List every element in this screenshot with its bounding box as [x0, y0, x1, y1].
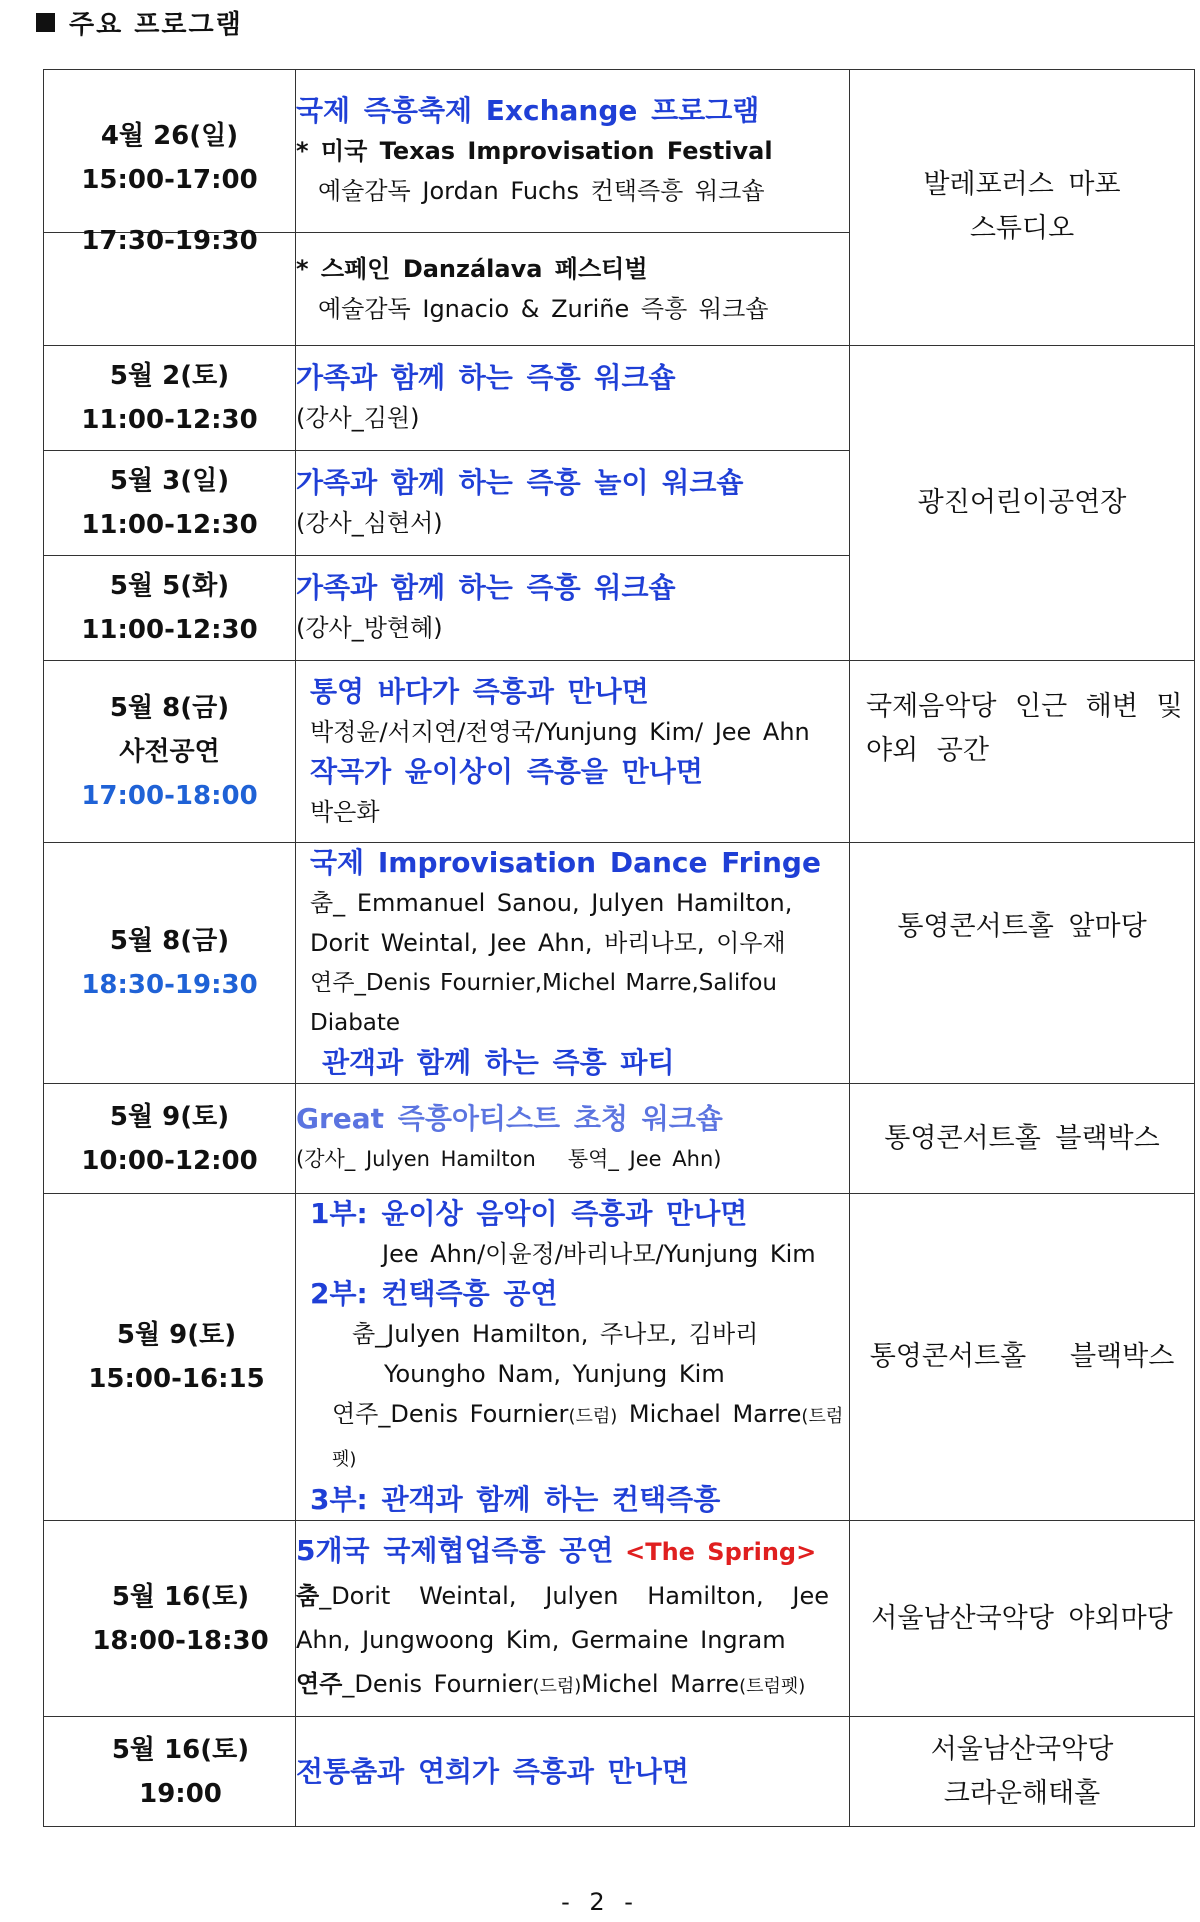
time-text: 11:00-12:30 — [81, 615, 258, 645]
time-text: 18:00-18:30 — [92, 1625, 269, 1656]
time-text: 15:00-16:15 — [88, 1364, 265, 1394]
date-subtitle: 사전공연 — [119, 736, 220, 767]
program-cell — [296, 661, 850, 843]
time-text: 17:30-19:30 — [81, 226, 258, 256]
time-text: 17:00-18:00 — [81, 780, 258, 811]
venue-cell — [850, 661, 1195, 843]
date-text: 5월 9(토) — [109, 1101, 230, 1132]
program-title: 가족과 함께 하는 즉흥 워크숍 — [296, 571, 676, 604]
date-text: 5월 9(토) — [116, 1320, 237, 1350]
venue-cell — [850, 1717, 1195, 1827]
venue-cell — [850, 1194, 1195, 1521]
venue-text: 통영콘서트홀 블랙박스 — [884, 1122, 1160, 1154]
program-cell — [296, 556, 850, 661]
venue-text: 스튜디오 — [969, 213, 1075, 244]
date-text: 5월 2(토) — [109, 361, 230, 391]
date-text: 5월 16(토) — [111, 1734, 250, 1765]
venue-cell — [850, 1084, 1195, 1194]
time-text: 11:00-12:30 — [81, 405, 258, 435]
musician-text: _Denis Fournier — [342, 1669, 533, 1698]
date-cell — [44, 226, 296, 346]
venue-cell — [850, 346, 1195, 661]
musicians-text — [296, 1662, 829, 1709]
program-title: 관객과 함께 하는 즉흥 파티 — [322, 1046, 675, 1079]
musician-text: Michael Marre — [617, 1400, 802, 1428]
venue-cell — [850, 843, 1195, 1084]
table-row — [44, 1194, 1195, 1521]
venue-text: 크라운해태홀 — [943, 1777, 1101, 1809]
program-title: 2부: 컨택즉흥 공연 — [310, 1277, 558, 1310]
date-text: 5월 5(화) — [109, 571, 230, 601]
musicians-text — [310, 1394, 849, 1480]
table-row — [44, 346, 1195, 451]
section-title: 주요 프로그램 — [69, 10, 243, 40]
performers-text: Ahn, Jungwoong Kim, Germaine Ingram — [296, 1625, 786, 1654]
table-row — [44, 843, 1195, 1084]
time-text: 11:00-12:30 — [81, 510, 258, 540]
program-line: 예술감독 Jordan Fuchs 컨택즉흥 워크숍 — [318, 177, 765, 205]
table-row — [44, 70, 1195, 233]
program-subtitle: <The Spring> — [625, 1537, 817, 1566]
date-cell — [44, 556, 296, 661]
program-line: * 미국 Texas Improvisation Festival — [296, 137, 773, 165]
venue-text: 통영콘서트홀 블랙박스 — [869, 1341, 1175, 1372]
instrument-text: (트럼펫) — [332, 1406, 844, 1470]
venue-text: 야외 공간 — [866, 735, 989, 766]
table-row — [44, 1084, 1195, 1194]
program-cell — [296, 346, 850, 451]
instrument-text: (드럼) — [532, 1675, 582, 1697]
program-title: Great 즉흥아티스트 초청 워크숍 — [296, 1101, 723, 1135]
program-title: 가족과 함께 하는 즉흥 워크숍 — [296, 361, 676, 394]
program-title: 가족과 함께 하는 즉흥 놀이 워크숍 — [296, 466, 744, 499]
venue-text: 발레포러스 마포 — [923, 169, 1121, 200]
date-cell — [44, 70, 296, 233]
venue-cell — [850, 1521, 1195, 1717]
program-title: 작곡가 윤이상이 즉흥을 만나면 — [310, 754, 703, 788]
venue-text: 광진어린이공연장 — [917, 487, 1127, 518]
label-text: 연주 — [296, 1669, 343, 1698]
time-text: 10:00-12:00 — [81, 1145, 258, 1176]
lecturer-text: (강사_방현혜) — [296, 614, 443, 642]
program-cell — [296, 1717, 850, 1827]
date-text: 5월 16(토) — [111, 1581, 250, 1612]
time-text: 18:30-19:30 — [81, 970, 258, 1000]
date-cell — [44, 661, 296, 843]
date-cell — [44, 843, 296, 1084]
program-cell — [296, 233, 850, 346]
program-title: 5개국 국제협업즉흥 공연 — [296, 1533, 614, 1567]
performers-text: Dorit Weintal, Jee Ahn, 바리나모, 이우재 — [310, 929, 786, 957]
performer-text: _Dorit Weintal, Julyen Hamilton, Jee — [319, 1581, 829, 1610]
program-title: 국제 즉흥축제 Exchange 프로그램 — [296, 94, 760, 127]
date-cell — [44, 1717, 296, 1827]
page-number: - 2 - — [561, 1888, 639, 1916]
time-text: 15:00-17:00 — [81, 165, 258, 195]
program-cell — [296, 1194, 850, 1521]
lecturer-text: (강사_ Julyen Hamilton 통역_ Jee Ahn) — [296, 1146, 722, 1171]
table-row — [44, 661, 1195, 843]
musician-text: 연주_Denis Fournier — [332, 1400, 569, 1428]
section-heading — [36, 4, 243, 41]
date-text: 5월 8(금) — [109, 926, 230, 956]
program-title: 통영 바다가 즉흥과 만나면 — [310, 674, 649, 708]
lecturer-text: (강사_김원) — [296, 404, 420, 432]
program-line: 예술감독 Ignacio & Zuriñe 즉흥 워크숍 — [318, 295, 769, 323]
venue-cell — [850, 70, 1195, 346]
musicians-text: 연주_Denis Fournier,Michel Marre,Salifou Diabate — [310, 970, 777, 1036]
venue-text: 서울남산국악당 야외마당 — [871, 1602, 1173, 1634]
date-cell — [44, 451, 296, 556]
lecturer-text: (강사_심현서) — [296, 509, 443, 537]
date-cell — [44, 1194, 296, 1521]
square-bullet-icon — [36, 13, 55, 32]
instrument-text: (드럼) — [568, 1406, 618, 1427]
program-title: 전통춤과 연희가 즉흥과 만나면 — [296, 1754, 689, 1788]
performers-text: 박은화 — [310, 797, 380, 826]
date-cell — [44, 1084, 296, 1194]
performers-text: Youngho Nam, Yunjung Kim — [384, 1360, 725, 1388]
table-row — [44, 1521, 1195, 1717]
performers-text — [296, 1574, 829, 1618]
performers-text: 박정윤/서지연/전영국/Yunjung Kim/ Jee Ahn — [310, 717, 810, 746]
program-title: 1부: 윤이상 음악이 즉흥과 만나면 — [310, 1197, 748, 1230]
performers-text: 춤_ Emmanuel Sanou, Julyen Hamilton, — [310, 889, 793, 917]
instrument-text: (트럼펫) — [739, 1675, 806, 1697]
program-line: * 스페인 Danzálava 페스티벌 — [296, 255, 648, 283]
venue-text: 국제음악당 인근 해변 및 — [866, 691, 1183, 722]
program-title-line — [296, 1529, 829, 1574]
program-cell — [296, 451, 850, 556]
date-cell — [44, 346, 296, 451]
table-row — [44, 1717, 1195, 1827]
program-table — [43, 69, 1195, 1827]
program-cell — [296, 1084, 850, 1194]
program-title: 국제 Improvisation Dance Fringe — [310, 846, 821, 879]
program-cell — [296, 843, 850, 1084]
date-cell — [44, 1521, 296, 1717]
time-text: 19:00 — [139, 1778, 222, 1809]
program-cell — [296, 70, 850, 233]
date-text: 4월 26(일) — [100, 121, 239, 151]
musician-text: Michel Marre — [581, 1669, 740, 1698]
performers-text: 춤_Julyen Hamilton, 주나모, 김바리 — [352, 1320, 759, 1348]
performers-text: Jee Ahn/이윤정/바리나모/Yunjung Kim — [382, 1240, 816, 1268]
program-cell — [296, 1521, 850, 1717]
program-title: 3부: 관객과 함께 하는 컨택즉흥 — [310, 1483, 721, 1516]
label-text: 춤 — [296, 1581, 320, 1610]
venue-text: 서울남산국악당 — [930, 1733, 1114, 1765]
date-text: 5월 3(일) — [109, 466, 230, 496]
venue-text: 통영콘서트홀 앞마당 — [897, 911, 1147, 942]
date-text: 5월 8(금) — [109, 692, 230, 723]
